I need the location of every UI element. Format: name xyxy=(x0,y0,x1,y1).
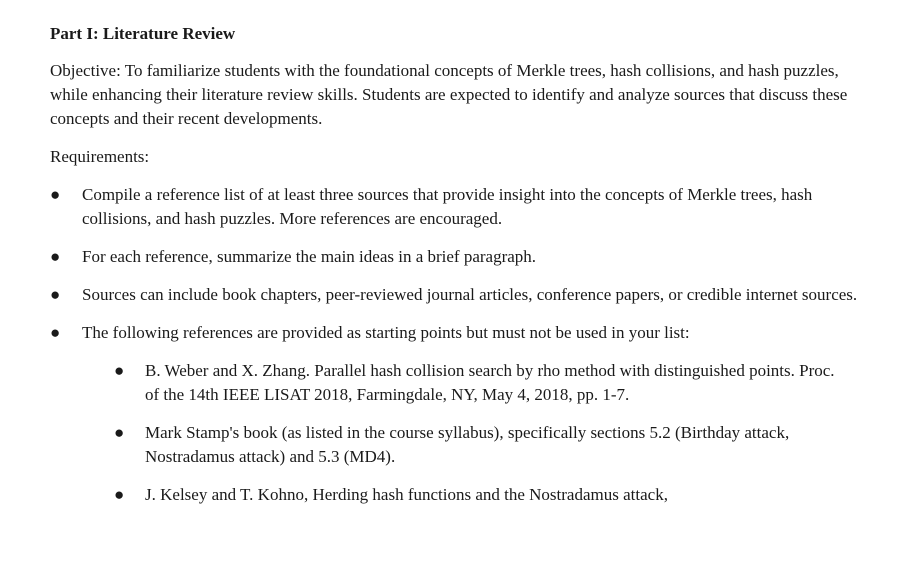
requirement-text: Sources can include book chapters, peer-reviewed journal articles, conference papers, or credible internet sources. xyxy=(82,285,858,304)
starting-references-list xyxy=(82,359,877,507)
bullet-icon: ● xyxy=(114,361,125,380)
requirements-list xyxy=(50,183,877,507)
bullet-icon: ● xyxy=(50,285,61,304)
requirements-label: Requirements: xyxy=(50,147,150,166)
requirement-item xyxy=(50,283,877,307)
reference-text: J. Kelsey and T. Kohno, Herding hash functions and the Nostradamus attack, xyxy=(145,485,668,504)
reference-text: B. Weber and X. Zhang. Parallel hash collision search by rho method with distinguished points. Proc. of the 14th IEEE LISAT 2018, Farmingdale, NY, May 4, 2018, pp. 1-7. xyxy=(145,361,835,404)
bullet-icon: ● xyxy=(50,247,61,266)
requirement-text: Compile a reference list of at least three sources that provide insight into the concepts of Merkle trees, hash collisions, and hash puzzles. More references are encouraged. xyxy=(82,185,813,228)
requirement-item xyxy=(50,183,877,231)
bullet-icon: ● xyxy=(114,423,125,442)
reference-item xyxy=(82,359,835,407)
reference-text: Mark Stamp's book (as listed in the course syllabus), specifically sections 5.2 (Birthday attack, Nostradamus attack) and 5.3 (MD4). xyxy=(145,423,790,466)
requirement-item xyxy=(50,245,877,269)
requirement-item xyxy=(50,321,877,507)
bullet-icon: ● xyxy=(50,323,61,342)
requirement-text: For each reference, summarize the main ideas in a brief paragraph. xyxy=(82,247,537,266)
objective-paragraph: Objective: To familiarize students with the foundational concepts of Merkle trees, hash collisions, and hash puzzles, while enhancing their literature review skills. Students are expected to identify and analyze sources that discuss these concepts and their recent developments. xyxy=(50,61,848,128)
requirement-text: The following references are provided as starting points but must not be used in your list: xyxy=(82,323,690,342)
bullet-icon: ● xyxy=(50,185,61,204)
reference-item xyxy=(82,421,835,469)
reference-item xyxy=(82,483,835,507)
bullet-icon: ● xyxy=(114,485,125,504)
section-heading: Part I: Literature Review xyxy=(50,24,236,43)
